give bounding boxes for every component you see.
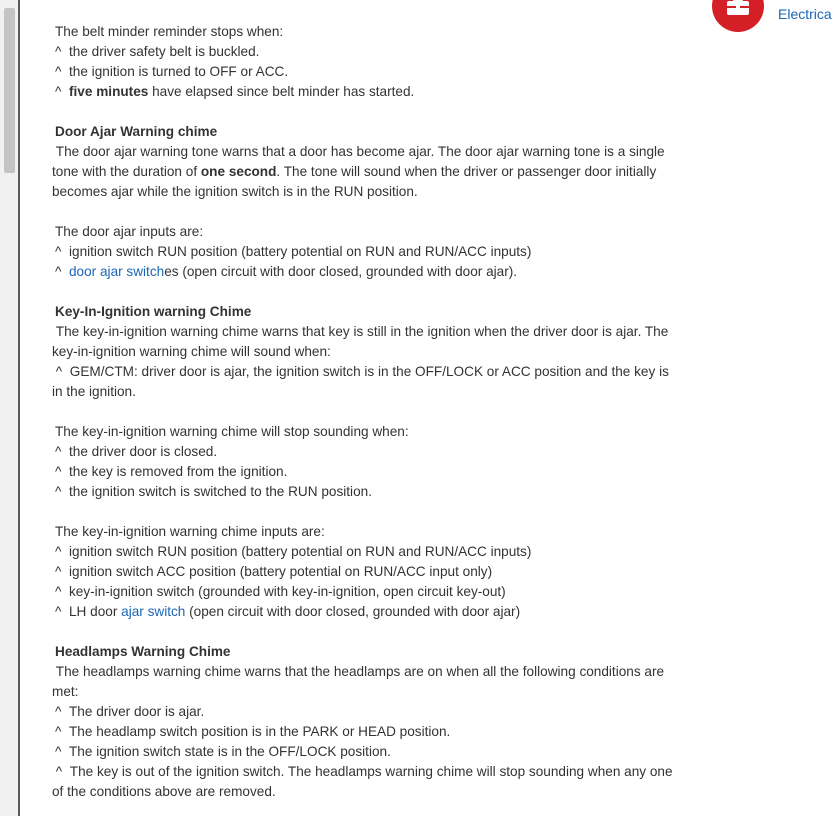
list-item: ^ LH door ajar switch (open circuit with door closed, grounded with door ajar) — [55, 604, 521, 619]
list-item: ^ GEM/CTM: driver door is ajar, the ignition switch is in the OFF/LOCK or ACC position and the key is in the ignition. — [52, 364, 669, 399]
list-item: ^ the driver safety belt is buckled. — [55, 44, 260, 59]
belt-minder-intro: The belt minder reminder stops when: — [55, 24, 284, 39]
article-body — [52, 22, 680, 802]
list-item: ^ door ajar switches (open circuit with door closed, grounded with door ajar). — [55, 264, 518, 279]
key-in-ignition-inputs-intro: The key-in-ignition warning chime inputs are: — [55, 524, 325, 539]
list-item: ^ The ignition switch state is in the OFF/LOCK position. — [55, 744, 391, 759]
category-link[interactable]: Electrica — [778, 6, 832, 22]
list-item: ^ ignition switch ACC position (battery potential on RUN/ACC input only) — [55, 564, 493, 579]
list-item: ^ five minutes have elapsed since belt minder has started. — [55, 84, 415, 99]
list-item: ^ The driver door is ajar. — [55, 704, 205, 719]
list-item: ^ key-in-ignition switch (grounded with key-in-ignition, open circuit key-out) — [55, 584, 506, 599]
toolbox-icon — [726, 0, 750, 16]
list-item: ^ the ignition switch is switched to the RUN position. — [55, 484, 372, 499]
list-item: ^ the ignition is turned to OFF or ACC. — [55, 64, 289, 79]
section-heading-door-ajar: Door Ajar Warning chime — [55, 124, 218, 139]
list-item: ^ The headlamp switch position is in the PARK or HEAD position. — [55, 724, 451, 739]
ajar-switch-link[interactable]: ajar switch — [121, 604, 186, 619]
list-item: ^ the driver door is closed. — [55, 444, 218, 459]
door-ajar-inputs-intro: The door ajar inputs are: — [55, 224, 204, 239]
list-item: ^ The key is out of the ignition switch. The headlamps warning chime will stop sounding when any one of the conditions above are removed. — [52, 764, 673, 799]
content-frame-border — [18, 0, 20, 816]
page-scrollbar[interactable] — [0, 0, 19, 816]
category-badge[interactable] — [712, 0, 764, 32]
headlamps-description: The headlamps warning chime warns that the headlamps are on when all the following conditions are met: — [52, 664, 665, 699]
list-item: ^ ignition switch RUN position (battery potential on RUN and RUN/ACC inputs) — [55, 244, 532, 259]
door-ajar-switch-link[interactable]: door ajar switch — [69, 264, 165, 279]
section-heading-key-in-ignition: Key-In-Ignition warning Chime — [55, 304, 252, 319]
list-item: ^ ignition switch RUN position (battery potential on RUN and RUN/ACC inputs) — [55, 544, 532, 559]
section-heading-headlamps: Headlamps Warning Chime — [55, 644, 231, 659]
door-ajar-description: The door ajar warning tone warns that a door has become ajar. The door ajar warning tone is a single tone with the duration of one second. The tone will sound when the driver or passenger door initially becomes ajar while the ignition switch is in the RUN position. — [52, 144, 665, 199]
key-in-ignition-description: The key-in-ignition warning chime warns that key is still in the ignition when the driver door is ajar. The key-in-ignition warning chime will sound when: — [52, 324, 669, 359]
list-item: ^ the key is removed from the ignition. — [55, 464, 288, 479]
scrollbar-thumb[interactable] — [4, 8, 15, 173]
key-in-ignition-stop-intro: The key-in-ignition warning chime will stop sounding when: — [55, 424, 409, 439]
